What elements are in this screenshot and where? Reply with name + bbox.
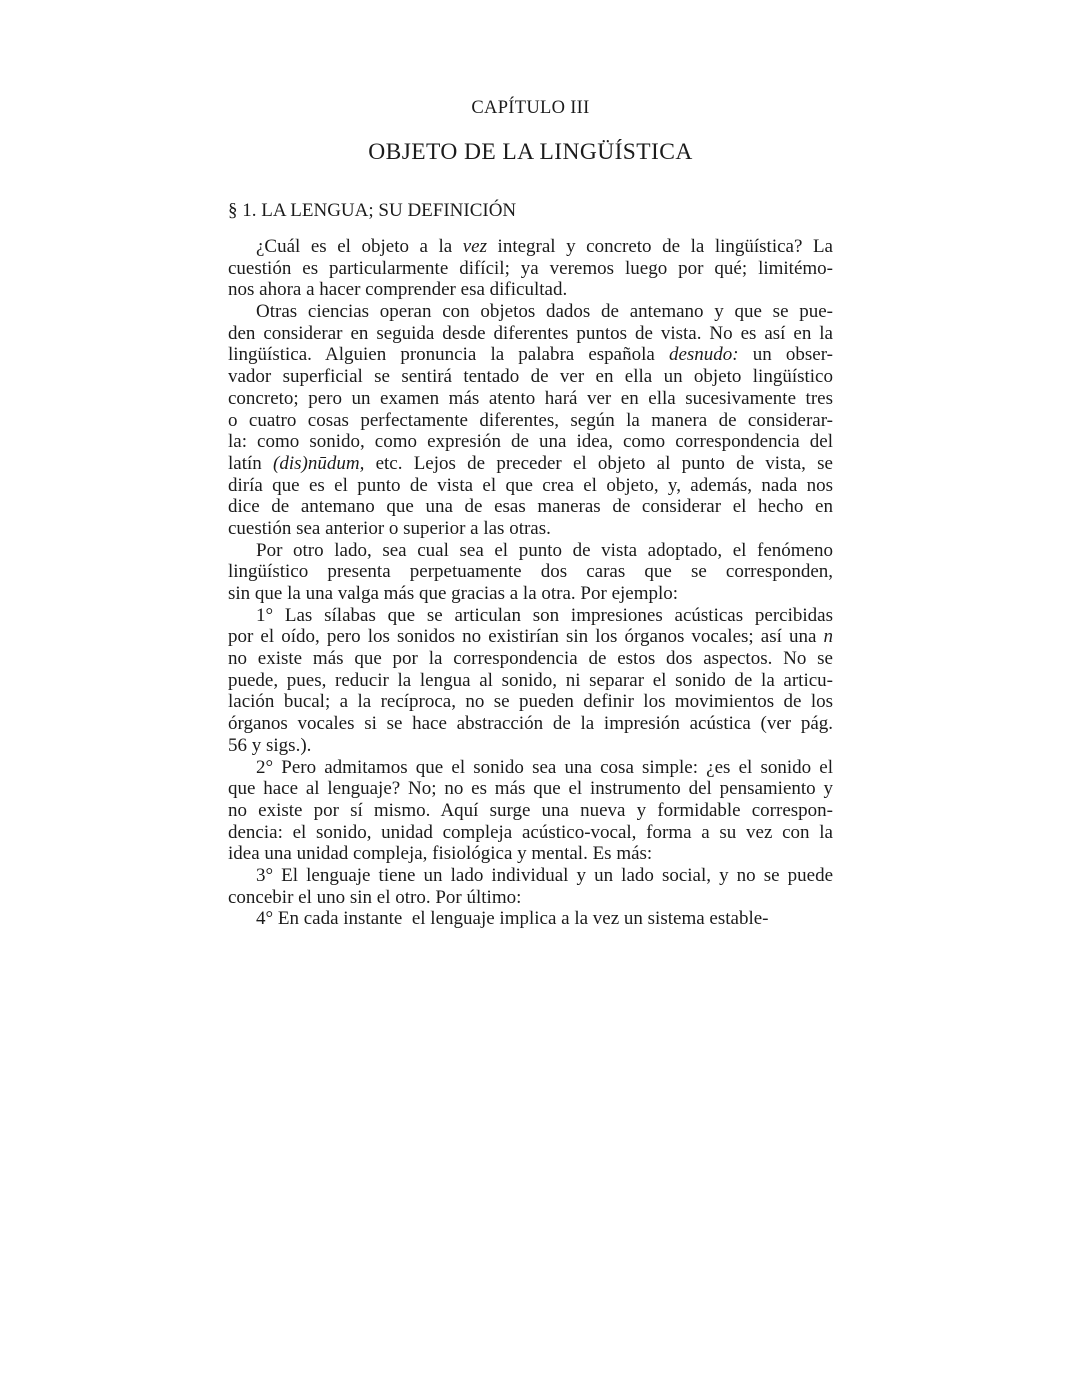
paragraph	[228, 865, 833, 908]
text-segment: dencia: el sonido, unidad compleja acústico-vocal, forma a su vez con la	[228, 821, 833, 843]
paragraph	[228, 236, 833, 301]
text-line	[228, 540, 833, 562]
text-segment: que hace al lenguaje? No; no es más que el instrumento del pensamiento y	[228, 778, 833, 800]
text-line	[228, 344, 833, 366]
text-segment: un obser-	[738, 344, 833, 366]
text-segment: por el oído, pero los sonidos no existirían sin los órganos vocales; así una	[228, 626, 824, 648]
text-line	[228, 279, 833, 301]
text-line	[228, 583, 833, 605]
text-line	[228, 518, 833, 540]
text-segment: 3° El lenguaje tiene un lado individual y un lado social, y no se puede	[256, 864, 833, 886]
text-line	[228, 778, 833, 800]
text-segment: latín	[228, 452, 274, 474]
text-line	[228, 410, 833, 432]
text-segment: puede, pues, reducir la lengua al sonido, ni separar el sonido de la articu-	[228, 669, 833, 691]
text-segment: etc. Lejos de preceder el objeto al punto de vista, se	[364, 452, 833, 474]
italic-text: vez	[462, 236, 487, 257]
body-text	[228, 236, 833, 930]
text-line	[228, 496, 833, 518]
text-line	[228, 366, 833, 388]
text-line	[228, 626, 833, 648]
italic-text: desnudo:	[668, 344, 739, 366]
text-line	[228, 323, 833, 345]
text-segment: 2° Pero admitamos que el sonido sea una cosa simple: ¿es el sonido el	[256, 756, 833, 778]
text-line	[228, 431, 833, 453]
text-segment: nos ahora a hacer comprender esa dificultad.	[228, 279, 568, 301]
text-line	[228, 735, 833, 757]
text-line	[228, 800, 833, 822]
text-line	[228, 605, 833, 627]
text-line	[228, 648, 833, 670]
text-segment: sin que la una valga más que gracias a la otra. Por ejemplo:	[228, 583, 679, 604]
text-segment: integral y concreto de la lingüística? La	[487, 236, 833, 257]
text-segment: 56 y sigs.).	[228, 734, 312, 756]
text-segment: órganos vocales si se hace abstracción de la impresión acústica (ver pág.	[228, 713, 833, 735]
text-segment: den considerar en seguida desde diferentes puntos de vista. No es así en la	[228, 322, 833, 344]
text-line	[228, 691, 833, 713]
text-segment: no existe por sí mismo. Aquí surge una nueva y formidable correspon-	[228, 799, 833, 821]
paragraph	[228, 301, 833, 540]
paragraph	[228, 908, 833, 930]
text-segment: no existe más que por la correspondencia de estos dos aspectos. No se	[228, 648, 833, 670]
text-segment: lación bucal; a la recíproca, no se pueden definir los movimientos de los	[228, 691, 833, 713]
text-line	[228, 908, 833, 930]
text-segment: cuestión sea anterior o superior a las otras.	[228, 517, 551, 539]
text-segment: concreto; pero un examen más atento hará ver en ella sucesivamente tres	[228, 387, 833, 409]
text-line	[228, 887, 833, 909]
text-segment: idea una unidad compleja, fisiológica y mental. Es más:	[228, 843, 653, 865]
paragraph	[228, 757, 833, 865]
page-title: OBJETO DE LA LINGÜÍSTICA	[368, 139, 693, 165]
text-line	[228, 388, 833, 410]
text-segment: vador superficial se sentirá tentado de ver en ella un objeto lingüístico	[228, 366, 833, 388]
text-line	[228, 453, 833, 475]
text-segment: la: como sonido, como expresión de una idea, como correspondencia del	[228, 431, 833, 453]
text-segment: diría que es el punto de vista el que crea el objeto, y, además, nada nos	[228, 474, 833, 496]
text-segment: Otras ciencias operan con objetos dados de antemano y que se pue-	[256, 301, 833, 323]
text-line	[228, 561, 833, 583]
text-segment: Por otro lado, sea cual sea el punto de vista adoptado, el fenómeno	[256, 539, 833, 561]
text-segment: lingüístico presenta perpetuamente dos caras que se corresponden,	[228, 561, 833, 583]
text-segment: 4° En cada instante el lenguaje implica a la vez un sistema estable-	[256, 908, 769, 930]
paragraph	[228, 605, 833, 757]
text-segment: o cuatro cosas perfectamente diferentes, según la manera de considerar-	[228, 409, 833, 431]
text-line	[228, 822, 833, 844]
text-line	[228, 475, 833, 497]
italic-text: n	[823, 626, 833, 648]
italic-text: (dis)nūdum,	[273, 452, 365, 474]
text-line	[228, 865, 833, 887]
text-segment: 1° Las sílabas que se articulan son impresiones acústicas percibidas	[256, 604, 833, 626]
text-segment: dice de antemano que una de esas maneras de considerar el hecho en	[228, 496, 833, 518]
text-segment: cuestión es particularmente difícil; ya veremos luego por qué; limitémo-	[228, 257, 833, 279]
text-line	[228, 236, 833, 258]
text-line	[228, 670, 833, 692]
text-line	[228, 258, 833, 280]
text-segment: lingüística. Alguien pronuncia la palabra española	[228, 344, 669, 366]
text-line	[228, 843, 833, 865]
text-line	[228, 301, 833, 323]
text-line	[228, 713, 833, 735]
paragraph	[228, 540, 833, 605]
text-segment: concebir el uno sin el otro. Por último:	[228, 886, 522, 908]
text-line	[228, 757, 833, 779]
section-heading: § 1. LA LENGUA; SU DEFINICIÓN	[228, 200, 517, 221]
chapter-label: CAPÍTULO III	[471, 98, 590, 118]
text-segment: ¿Cuál es el objeto a la	[256, 236, 463, 257]
